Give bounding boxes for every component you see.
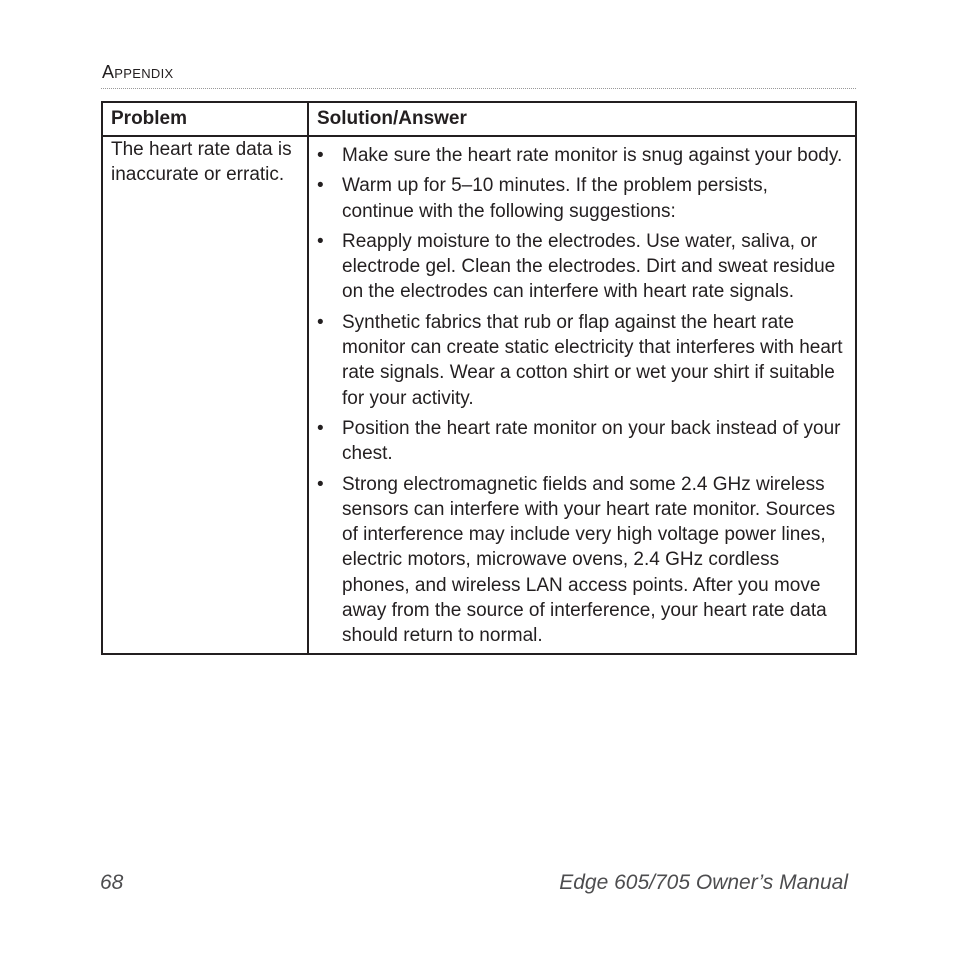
column-header-problem: Problem [102,102,308,136]
solution-item [317,416,845,467]
header-divider [101,88,856,89]
bullet-icon: • [317,230,324,252]
solution-list [317,143,845,649]
solution-text: Warm up for 5–10 minutes. If the problem persists, continue with the following suggestions: [342,175,768,222]
solution-item [317,173,845,224]
solution-text: Strong electromagnetic fields and some 2.4 GHz wireless sensors can interfere with your heart rate monitor. Sources of interference may include very high voltage power lines, electric motors, microwave ovens, 2.4 GHz cordless phones, and wireless LAN access points. After you move away from the source of interference, your heart rate data should return to normal. [342,473,836,647]
bullet-icon: • [317,473,324,495]
solution-item [317,472,845,649]
bullet-icon: • [317,175,324,197]
solution-text: Make sure the heart rate monitor is snug against your body. [342,145,843,166]
manual-title: Edge 605/705 Owner’s Manual [559,871,848,894]
bullet-icon: • [317,311,324,333]
solution-text: Reapply moisture to the electrodes. Use water, saliva, or electrode gel. Clean the electrodes. Dirt and sweat residue on the electrodes can interfere with heart rate signals. [342,230,836,303]
troubleshooting-table [101,101,857,655]
solution-text: Position the heart rate monitor on your back instead of your chest. [342,417,841,465]
solution-item [317,143,845,168]
problem-cell: The heart rate data is inaccurate or erratic. [102,136,308,654]
page-number: 68 [100,871,124,894]
solution-text: Synthetic fabrics that rub or flap against the heart rate monitor can create static electricity that interferes with heart rate signals. Wear a cotton shirt or wet your shirt if suitable for your activity. [342,311,843,409]
section-header: Appendix [102,62,174,82]
table-header-row [102,102,856,136]
solution-item [317,229,845,305]
solution-item [317,310,845,411]
bullet-icon: • [317,145,324,166]
table-row [102,136,856,654]
solution-cell [308,136,856,654]
column-header-solution: Solution/Answer [308,102,856,136]
bullet-icon: • [317,417,324,439]
